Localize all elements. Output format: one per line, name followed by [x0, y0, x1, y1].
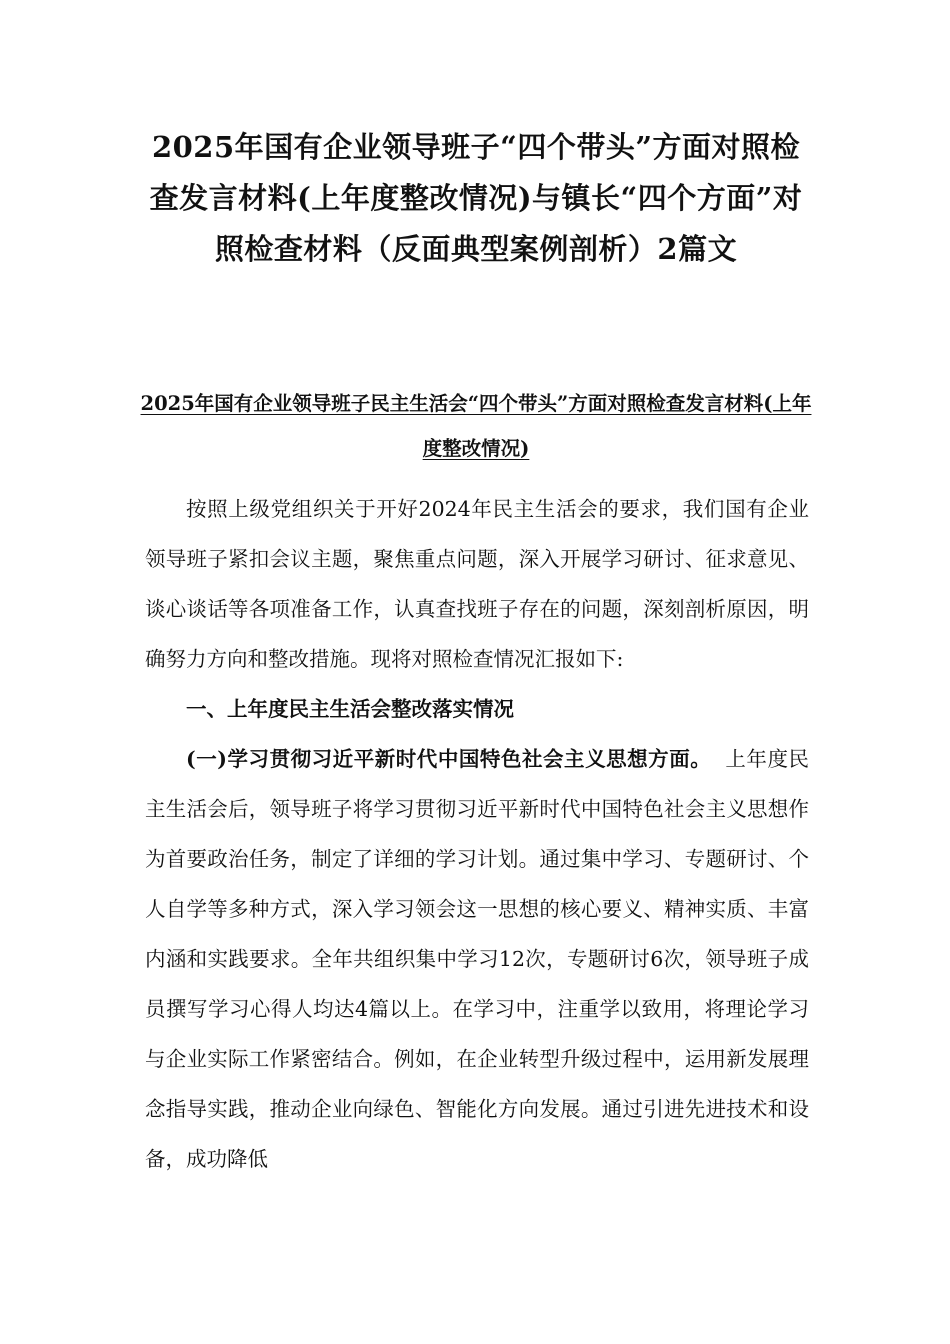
document-body [145, 484, 809, 1184]
subheading-1: (一)学习贯彻习近平新时代中国特色社会主义思想方面。 [186, 747, 712, 771]
subsection-paragraph [145, 734, 809, 1184]
heading-1: 一、上年度民主生活会整改落实情况 [186, 697, 514, 721]
section-title: 2025年国有企业领导班子民主生活会“四个带头”方面对照检查发言材料(上年度整改情况) [140, 392, 812, 460]
intro-paragraph: 按照上级党组织关于开好2024年民主生活会的要求，我们国有企业领导班子紧扣会议主题，聚焦重点问题，深入开展学习研讨、征求意见、谈心谈话等各项准备工作，认真查找班子存在的问题，深刻剖析原因，明确努力方向和整改措施。现将对照检查情况汇报如下: [145, 497, 809, 671]
document-main-title: 2025年国有企业领导班子“四个带头”方面对照检查发言材料(上年度整改情况)与镇长“四个方面”对照检查材料（反面典型案例剖析）2篇文 [149, 130, 803, 266]
subheading-1-body: 上年度民主生活会后，领导班子将学习贯彻习近平新时代中国特色社会主义思想作为首要政治任务，制定了详细的学习计划。通过集中学习、专题研讨、个人自学等多种方式，深入学习领会这一思想的核心要义、精神实质、丰富内涵和实践要求。全年共组织集中学习12次，专题研讨6次，领导班子成员撰写学习心得人均达4篇以上。在学习中，注重学以致用，将理论学习与企业实际工作紧密结合。例如，在企业转型升级过程中，运用新发展理念指导实践，推动企业向绿色、智能化方向发展。通过引进先进技术和设备，成功降低 [145, 747, 809, 1171]
